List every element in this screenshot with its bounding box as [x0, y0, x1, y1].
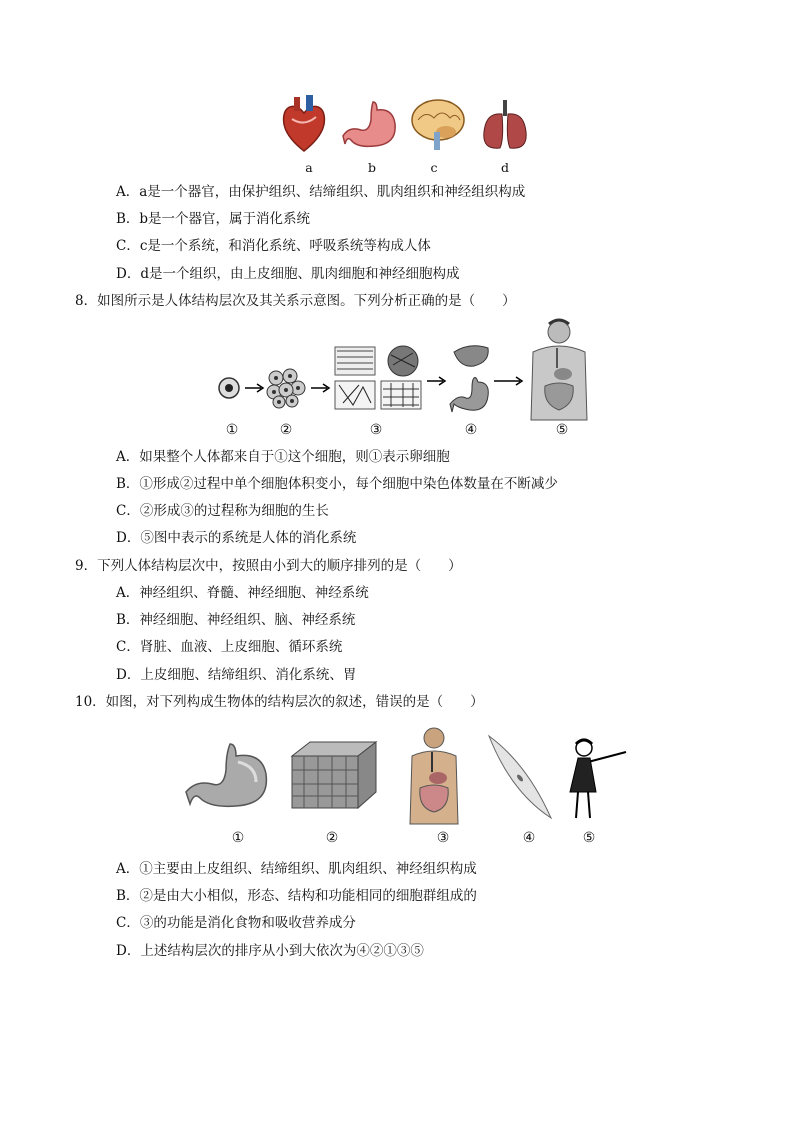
q9-stem: 9．下列人体结构层次中，按照由小到大的顺序排列的是（ ） [75, 558, 462, 574]
stomach-icon [186, 742, 270, 812]
q8-option-a: A．如果整个人体都来自于①这个细胞，则①表示卵细胞 [116, 449, 450, 465]
figure-label-3: ③ [369, 422, 383, 438]
q8-option-c: C．②形成③的过程称为细胞的生长 [116, 503, 329, 519]
q8-stem: 8．如图所示是人体结构层次及其关系示意图。下列分析正确的是（ ） [75, 293, 516, 309]
image-label-d: d [500, 160, 509, 175]
tissues-icon [333, 345, 423, 411]
q10-option-b: B．②是由大小相似，形态、结构和功能相同的细胞群组成的 [116, 888, 477, 904]
woman-icon [566, 738, 628, 822]
q7-option-a: A．a是一个器官，由保护组织、结缔组织、肌肉组织和神经组织构成 [116, 184, 526, 200]
tissue-block-icon [288, 740, 378, 810]
arrow-icon [311, 383, 331, 393]
q7-option-b: B．b是一个器官，属于消化系统 [116, 211, 311, 227]
cell-icon [217, 376, 241, 400]
q7-option-d: D．d是一个组织，由上皮细胞、肌肉细胞和神经细胞构成 [116, 266, 460, 282]
digestive-system-icon [408, 726, 460, 824]
human-body-icon [527, 318, 591, 420]
heart-icon [280, 95, 328, 153]
arrow-icon [427, 376, 447, 386]
figure-label-4: ④ [522, 830, 536, 846]
q8-option-b: B．①形成②过程中单个细胞体积变小，每个细胞中染色体数量在不断减少 [116, 476, 558, 492]
arrow-icon [245, 383, 265, 393]
brain-icon [410, 96, 466, 152]
image-label-a: a [305, 160, 313, 175]
figure-label-2: ② [279, 422, 293, 438]
cell-cluster-icon [266, 368, 306, 408]
q10-stem: 10．如图，对下列构成生物体的结构层次的叙述，错误的是（ ） [75, 694, 484, 710]
figure-label-4: ④ [464, 422, 478, 438]
q10-option-a: A．①主要由上皮组织、结缔组织、肌肉组织、神经组织构成 [116, 861, 477, 877]
stomach-icon [343, 100, 399, 152]
q8-option-d: D．⑤图中表示的系统是人体的消化系统 [116, 530, 357, 546]
figure-label-3: ③ [436, 830, 450, 846]
organs-icon [450, 342, 492, 416]
figure-label-5: ⑤ [582, 830, 596, 846]
image-label-b: b [367, 160, 376, 175]
figure-label-1: ① [225, 422, 239, 438]
image-label-c: c [430, 160, 438, 175]
figure-label-5: ⑤ [555, 422, 569, 438]
q9-option-a: A．神经组织、脊髓、神经细胞、神经系统 [116, 585, 369, 601]
lungs-icon [480, 100, 530, 152]
muscle-cell-icon [487, 734, 553, 820]
q9-option-b: B．神经细胞、神经组织、脑、神经系统 [116, 612, 356, 628]
q10-option-c: C．③的功能是消化食物和吸收营养成分 [116, 915, 356, 931]
q7-option-c: C．c是一个系统，和消化系统、呼吸系统等构成人体 [116, 238, 431, 254]
figure-label-1: ① [231, 830, 245, 846]
q9-option-c: C．肾脏、血液、上皮细胞、循环系统 [116, 639, 343, 655]
q10-option-d: D．上述结构层次的排序从小到大依次为④②①③⑤ [116, 943, 424, 959]
q9-option-d: D．上皮细胞、结缔组织、消化系统、胃 [116, 667, 357, 683]
figure-label-2: ② [325, 830, 339, 846]
arrow-icon [494, 376, 524, 386]
